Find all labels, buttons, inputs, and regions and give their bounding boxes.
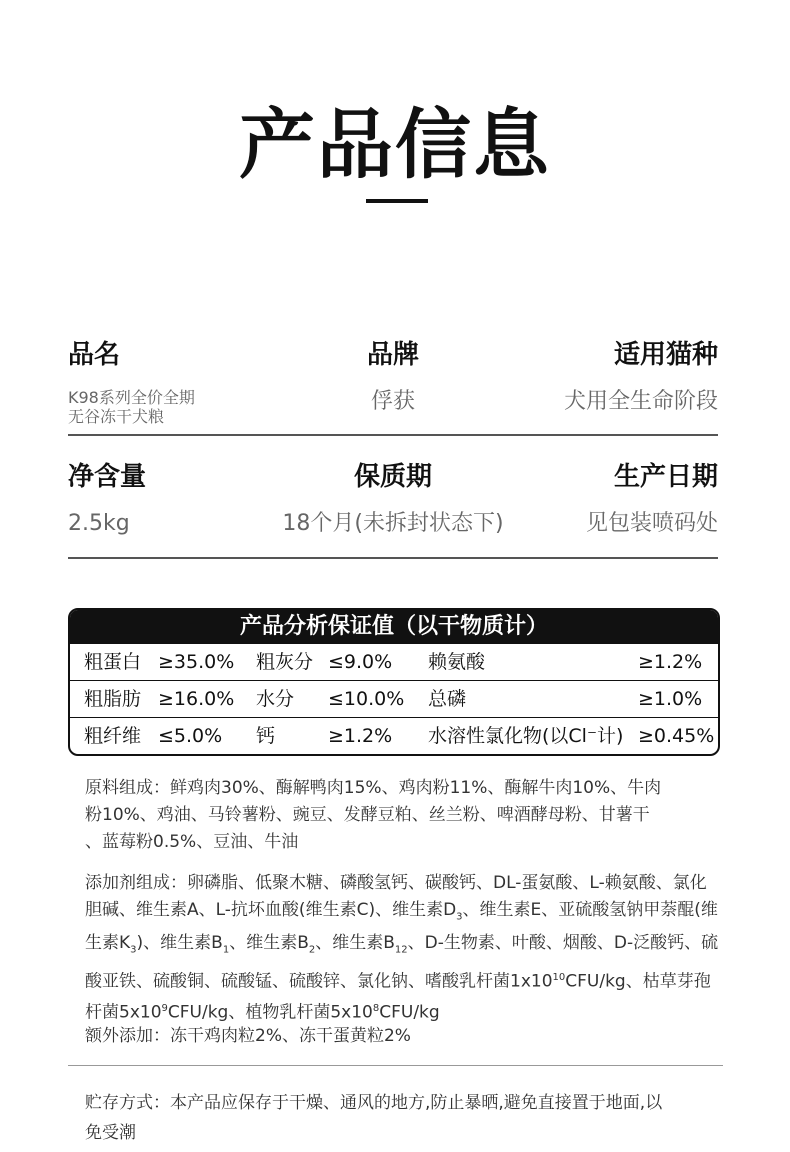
table-key: 粗蛋白 <box>84 651 142 673</box>
value-production-date: 见包装喷码处 <box>585 511 718 536</box>
label-net-weight: 净含量 <box>68 462 147 492</box>
storage-paragraph <box>85 1088 720 1148</box>
value-net-weight: 2.5kg <box>68 511 130 536</box>
value-product-name-line1: K98系列全价全期 <box>68 388 195 407</box>
table-key: 总磷 <box>428 688 467 710</box>
table-row <box>70 680 718 717</box>
info-production-date-cell <box>586 462 718 538</box>
title-underline <box>366 199 428 203</box>
table-key: 粗纤维 <box>84 725 142 747</box>
table-key: 水溶性氯化物(以Cl⁻计) <box>428 725 624 747</box>
ingredients-line: 粉10%、鸡油、马铃薯粉、豌豆、发酵豆粕、丝兰粉、啤酒酵母粉、甘薯干 <box>85 805 650 825</box>
analysis-table <box>68 608 720 756</box>
ingredients-line: 原料组成：鲜鸡肉30%、酶解鸭肉15%、鸡肉粉11%、酶解牛肉10%、牛肉 <box>85 778 662 798</box>
info-row-1 <box>68 340 718 430</box>
info-applicable-cell <box>564 340 718 416</box>
storage-line: 贮存方式：本产品应保存于干燥、通风的地方,防止暴晒,避免直接置于地面,以 <box>85 1093 663 1113</box>
divider-1 <box>68 434 718 436</box>
additives-line: 添加剂组成：卵磷脂、低聚木糖、磷酸氢钙、碳酸钙、DL-蛋氨酸、L-赖氨酸、氯化 <box>85 873 707 893</box>
table-value: ≤9.0% <box>328 651 393 673</box>
table-value: ≥1.0% <box>638 688 703 710</box>
table-value: ≤10.0% <box>328 688 405 710</box>
divider-2 <box>68 557 718 559</box>
analysis-table-header: 产品分析保证值（以干物质计） <box>70 610 718 644</box>
table-row <box>70 644 718 680</box>
label-brand: 品牌 <box>366 340 419 370</box>
table-value: ≥1.2% <box>638 651 703 673</box>
storage-line: 免受潮 <box>85 1123 136 1143</box>
value-product-name-line2: 无谷冻干犬粮 <box>68 407 165 426</box>
additives-line: 生素$K_3$)、维生素$B_1$、维生素$B_2$、维生素$B_{12}$、D-生物素、叶酸、烟酸、D-泛酸钙、硫 <box>85 933 719 956</box>
additives-line: 胆碱、维生素A、L-抗坏血酸(维生素C)、维生素$D_3$、维生素E、亚硫酸氢钠甲萘醌(维 <box>85 900 718 923</box>
table-key: 水分 <box>256 688 295 710</box>
value-applicable: 犬用全生命阶段 <box>563 389 718 414</box>
table-value: ≤5.0% <box>158 725 223 747</box>
label-production-date: 生产日期 <box>613 462 718 492</box>
label-shelf-life: 保质期 <box>353 462 432 492</box>
label-applicable: 适用猫种 <box>613 340 718 370</box>
page-title: 产品信息 <box>239 100 551 189</box>
table-value: ≥16.0% <box>158 688 235 710</box>
ingredients-line: 、蓝莓粉0.5%、豆油、牛油 <box>85 832 299 852</box>
additives-line: 酸亚铁、硫酸铜、硫酸锰、硫酸锌、氯化钠、嗜酸乳杆菌$1x10^{10}CFU/kg$、枯草芽孢 <box>85 971 711 992</box>
table-value: ≥35.0% <box>158 651 235 673</box>
table-key: 钙 <box>256 725 276 747</box>
ingredients-paragraph <box>85 775 720 856</box>
extra-additions: 额外添加：冻干鸡肉粒2%、冻干蛋黄粒2% <box>85 1026 411 1046</box>
label-product-name: 品名 <box>68 340 121 370</box>
additives-paragraph <box>85 870 720 1027</box>
table-key: 粗脂肪 <box>84 688 142 710</box>
table-value: ≥0.45% <box>638 725 715 747</box>
table-key: 粗灰分 <box>256 651 314 673</box>
table-row <box>70 717 718 754</box>
value-brand: 俘获 <box>370 389 415 414</box>
table-key: 赖氨酸 <box>428 651 486 673</box>
divider-3 <box>68 1065 723 1066</box>
additives-line: 杆菌$5x10^9CFU/kg$、植物乳杆菌$5x10^8CFU/kg$ <box>85 1003 440 1024</box>
value-shelf-life: 18个月(未拆封状态下) <box>282 511 504 536</box>
info-row-2 <box>68 462 718 552</box>
table-value: ≥1.2% <box>328 725 393 747</box>
